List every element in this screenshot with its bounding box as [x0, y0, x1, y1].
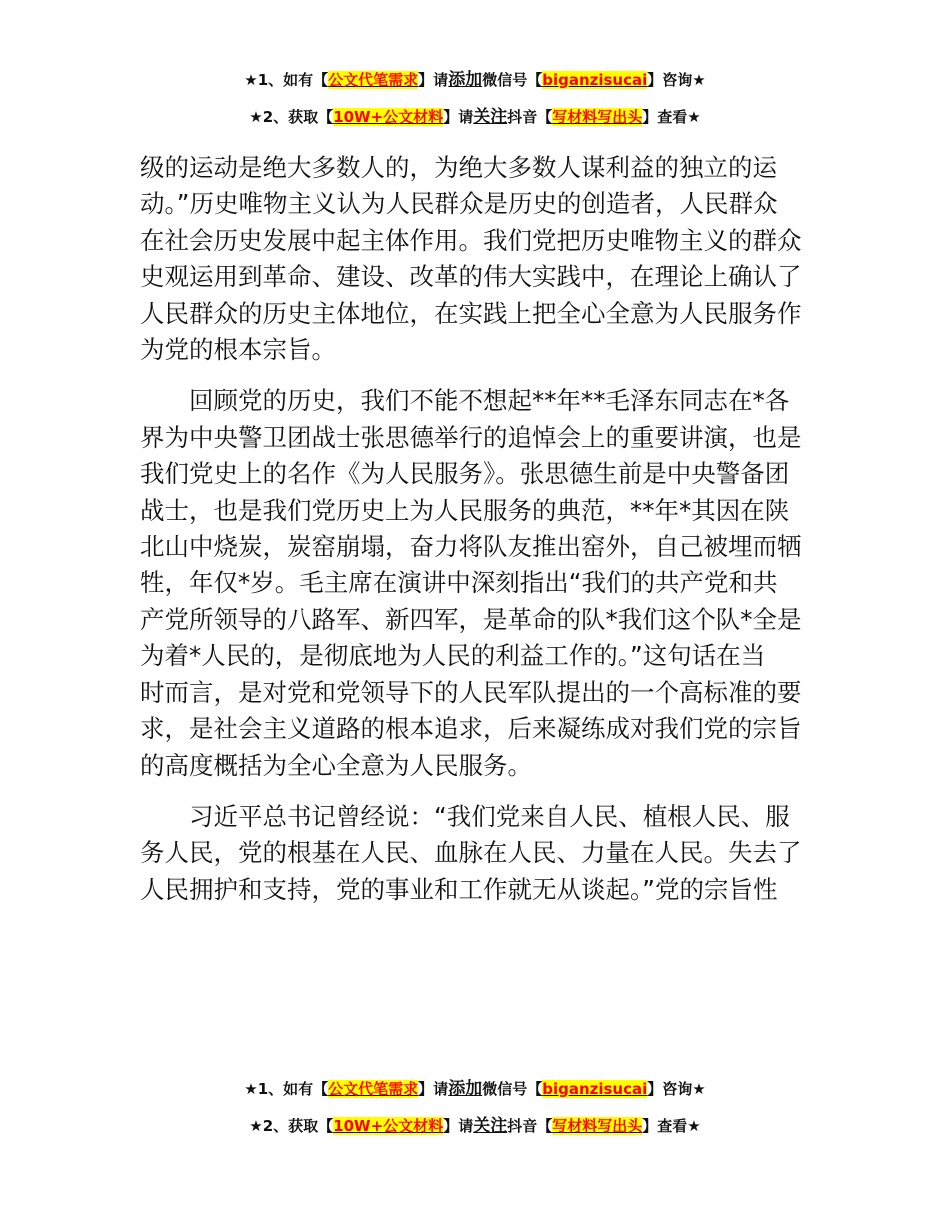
- paragraph-1: [140, 150, 815, 368]
- footer-banner-line-1: [0, 1077, 950, 1101]
- banner-text: 】请: [443, 108, 474, 126]
- banner-highlight: 公文代笔需求: [328, 71, 419, 89]
- banner-text: 】查看★: [642, 1117, 701, 1135]
- text-line: 界为中央警卫团战士张思德举行的追悼会上的重要讲演，也是: [140, 422, 802, 452]
- banner-highlight: 公文代笔需求: [328, 1080, 419, 1098]
- banner-text: 】请: [418, 71, 449, 89]
- text-line: 的高度概括为全心全意为人民服务。: [140, 750, 532, 780]
- banner-text: 抖音【: [507, 108, 553, 126]
- banner-underline: 关注: [473, 107, 508, 127]
- text-line: 动。”历史唯物主义认为人民群众是历史的创造者，人民群众: [140, 189, 778, 219]
- banner-text: ★1、如有【: [244, 1080, 329, 1098]
- banner-underline: 添加: [448, 70, 483, 90]
- banner-text: 】咨询★: [647, 1080, 706, 1098]
- banner-underline: 添加: [448, 1079, 483, 1099]
- banner-text: 】请: [418, 1080, 449, 1098]
- banner-highlight-wechat: biganzisucai: [542, 1080, 648, 1098]
- text-line: 我们党史上的名作《为人民服务》。张思德生前是中央警备团: [140, 459, 790, 489]
- banner-text: 】咨询★: [647, 71, 706, 89]
- paragraph-2: [140, 383, 815, 783]
- text-line: 级的运动是绝大多数人的，为绝大多数人谋利益的独立的运: [140, 153, 777, 182]
- header-banner-line-2: [0, 105, 950, 129]
- paragraph-3: [140, 799, 815, 908]
- banner-text: 】查看★: [642, 108, 701, 126]
- banner-underline: 关注: [473, 1116, 508, 1136]
- text-line: 回顾党的历史，我们不能不想起**年**毛泽东同志在*各: [189, 386, 790, 416]
- header-banner-line-1: [0, 68, 950, 92]
- banner-highlight: 10W+公文材料: [333, 1117, 444, 1135]
- banner-highlight-wechat: biganzisucai: [542, 71, 648, 89]
- text-line: 在社会历史发展中起主体作用。我们党把历史唯物主义的群众: [140, 225, 802, 255]
- text-line: 时而言，是对党和党领导下的人民军队提出的一个高标准的要: [140, 677, 802, 707]
- text-line: 务人民，党的根基在人民、血脉在人民、力量在人民。失去了: [140, 838, 802, 868]
- banner-text: 微信号【: [482, 1080, 543, 1098]
- banner-highlight-douyin: 写材料写出头: [552, 108, 643, 126]
- text-line: 战士，也是我们党历史上为人民服务的典范，**年*其因在陕: [140, 495, 790, 525]
- banner-text: 微信号【: [482, 71, 543, 89]
- banner-highlight: 10W+公文材料: [333, 108, 444, 126]
- text-line: 史观运用到革命、建设、改革的伟大实践中，在理论上确认了: [140, 262, 802, 292]
- text-line: 为党的根本宗旨。: [140, 335, 336, 365]
- banner-text: 抖音【: [507, 1117, 553, 1135]
- banner-highlight-douyin: 写材料写出头: [552, 1117, 643, 1135]
- text-line: 人民拥护和支持，党的事业和工作就无从谈起。”党的宗旨性: [140, 874, 778, 904]
- banner-text: ★1、如有【: [244, 71, 329, 89]
- text-line: 求，是社会主义道路的根本追求，后来凝练成对我们党的宗旨: [140, 714, 802, 744]
- text-line: 产党所领导的八路军、新四军，是革命的队*我们这个队*全是: [140, 604, 802, 634]
- text-line: 牲，年仅*岁。毛主席在演讲中深刻指出“我们的共产党和共: [140, 568, 778, 598]
- text-line: 习近平总书记曾经说：“我们党来自人民、植根人民、服: [189, 801, 790, 831]
- banner-text: ★2、获取【: [249, 1117, 334, 1135]
- document-body: [140, 150, 815, 908]
- text-line: 为着*人民的，是彻底地为人民的利益工作的。”这句话在当: [140, 641, 766, 671]
- text-line: 人民群众的历史主体地位，在实践上把全心全意为人民服务作: [140, 298, 802, 328]
- banner-text: 】请: [443, 1117, 474, 1135]
- text-line: 北山中烧炭，炭窑崩塌，奋力将队友推出窑外，自己被埋而牺: [140, 532, 802, 562]
- footer-banner-line-2: [0, 1114, 950, 1138]
- banner-text: ★2、获取【: [249, 108, 334, 126]
